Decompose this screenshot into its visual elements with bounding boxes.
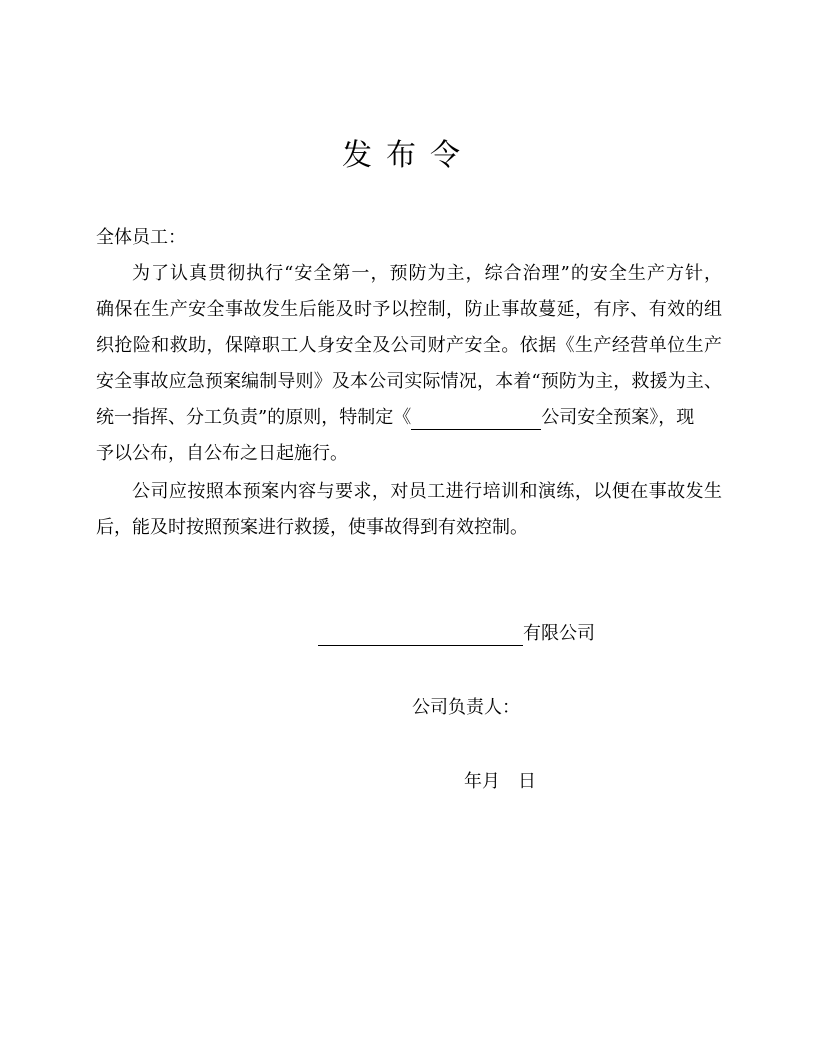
paragraph-1-line-4: 安全事故应急预案编制导则》及本公司实际情况，本着“预防为主，救援为主、 <box>96 371 722 392</box>
line-5-suffix: 公司安全预案》，现 <box>541 407 695 428</box>
paragraph-1-line-5 <box>96 406 722 430</box>
paragraph-2-line-2: 后，能及时按照预案进行救援，使事故得到有效控制。 <box>96 517 528 538</box>
plan-name-blank[interactable] <box>411 409 541 430</box>
paragraph-1-line-6: 予以公布，自公布之日起施行。 <box>96 443 348 464</box>
document-title: 发布令 <box>342 138 474 173</box>
paragraph-1-line-1: 为了认真贯彻执行“安全第一，预防为主，综合治理”的安全生产方针， <box>132 263 722 284</box>
company-name-blank[interactable] <box>318 625 523 646</box>
paragraph-2-line-1: 公司应按照本预案内容与要求，对员工进行培训和演练，以便在事故发生 <box>132 481 722 502</box>
line-5-prefix: 统一指挥、分工负责”的原则，特制定《 <box>96 407 412 428</box>
paragraph-1-line-3: 织抢险和救助，保障职工人身安全及公司财产安全。依据《生产经营单位生产 <box>96 335 722 356</box>
company-signature <box>318 622 595 646</box>
date-label: 年月 日 <box>464 771 536 792</box>
salutation: 全体员工： <box>96 227 186 248</box>
company-suffix: 有限公司 <box>523 623 595 644</box>
paragraph-1-line-2: 确保在生产安全事故发生后能及时予以控制，防止事故蔓延，有序、有效的组 <box>96 299 722 320</box>
responsible-person-label: 公司负责人： <box>412 697 520 718</box>
